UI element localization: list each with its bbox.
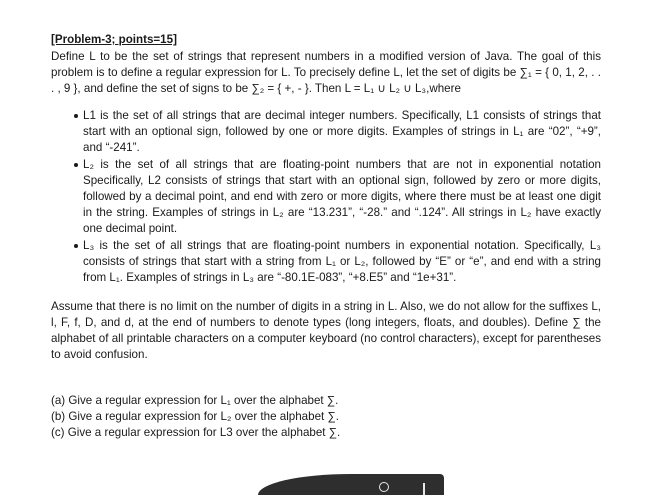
problem-document: [51, 32, 601, 441]
zoom-in-icon[interactable]: [379, 482, 389, 492]
list-item-text: L₂ is the set of all strings that are floating-point numbers that are not in exponential notation Specifically, L2 consists of strings that start with an optional sign, followed by zero or more digits, followed by a decimal point, and end with zero or more digits, where there must be at least one digit in the string. Examples of strings in L₂ are “13.231”, “-28.” and “.124”. All strings in L₂ have exactly one decimal point.: [83, 158, 601, 235]
list-item-l3: [83, 238, 601, 286]
questions-list: [51, 393, 601, 441]
question-c: (c) Give a regular expression for L3 over the alphabet ∑.: [51, 426, 341, 439]
bullet-icon: [74, 244, 78, 248]
list-item-l1: [83, 108, 601, 156]
question-b: (b) Give a regular expression for L₂ over the alphabet ∑.: [51, 410, 339, 423]
viewer-toolbar: [258, 474, 444, 495]
question-a: (a) Give a regular expression for L₁ over the alphabet ∑.: [51, 394, 339, 407]
bullet-icon: [74, 114, 78, 118]
language-definitions-list: [51, 108, 601, 286]
list-item-text: L1 is the set of all strings that are decimal integer numbers. Specifically, L1 consists of strings that start with an optional sign, followed by one or more digits. Examples of strings in L₁ are “02”, “+9”, and “-241”.: [83, 109, 601, 154]
list-item-text: L₃ is the set of all strings that are floating-point numbers in exponential notation. Specifically, L₃ consists of strings that start with a string from L₁ or L₂, followed by “E” or “e”, and end with a string from L₁. Examples of strings in L₃ are “-80.1E-083”, “+8.E5” and “1e+31”.: [83, 239, 601, 284]
problem-intro: Define L to be the set of strings that represent numbers in a modified version of Java. The goal of this problem is to define a regular expression for L. To precisely define L, let the set of digits be ∑₁ = { 0, 1, 2, . . . , 9 }, and define the set of signs to be ∑₂ = { +, - }. Then L = L₁ ∪ L₂ ∪ L₃,where: [51, 50, 601, 95]
list-item-l2: [83, 157, 601, 237]
problem-title: [Problem-3; points=15]: [51, 33, 177, 46]
toolbar-divider: [423, 483, 425, 495]
bullet-icon: [74, 163, 78, 167]
assumption-paragraph: Assume that there is no limit on the number of digits in a string in L. Also, we do not allow for the suffixes L, l, F, f, D, and d, at the end of numbers to denote types (long integers, floats, and doubles). Define ∑ the alphabet of all printable characters on a computer keyboard (no control characters), except for parentheses to avoid confusion.: [51, 300, 601, 361]
